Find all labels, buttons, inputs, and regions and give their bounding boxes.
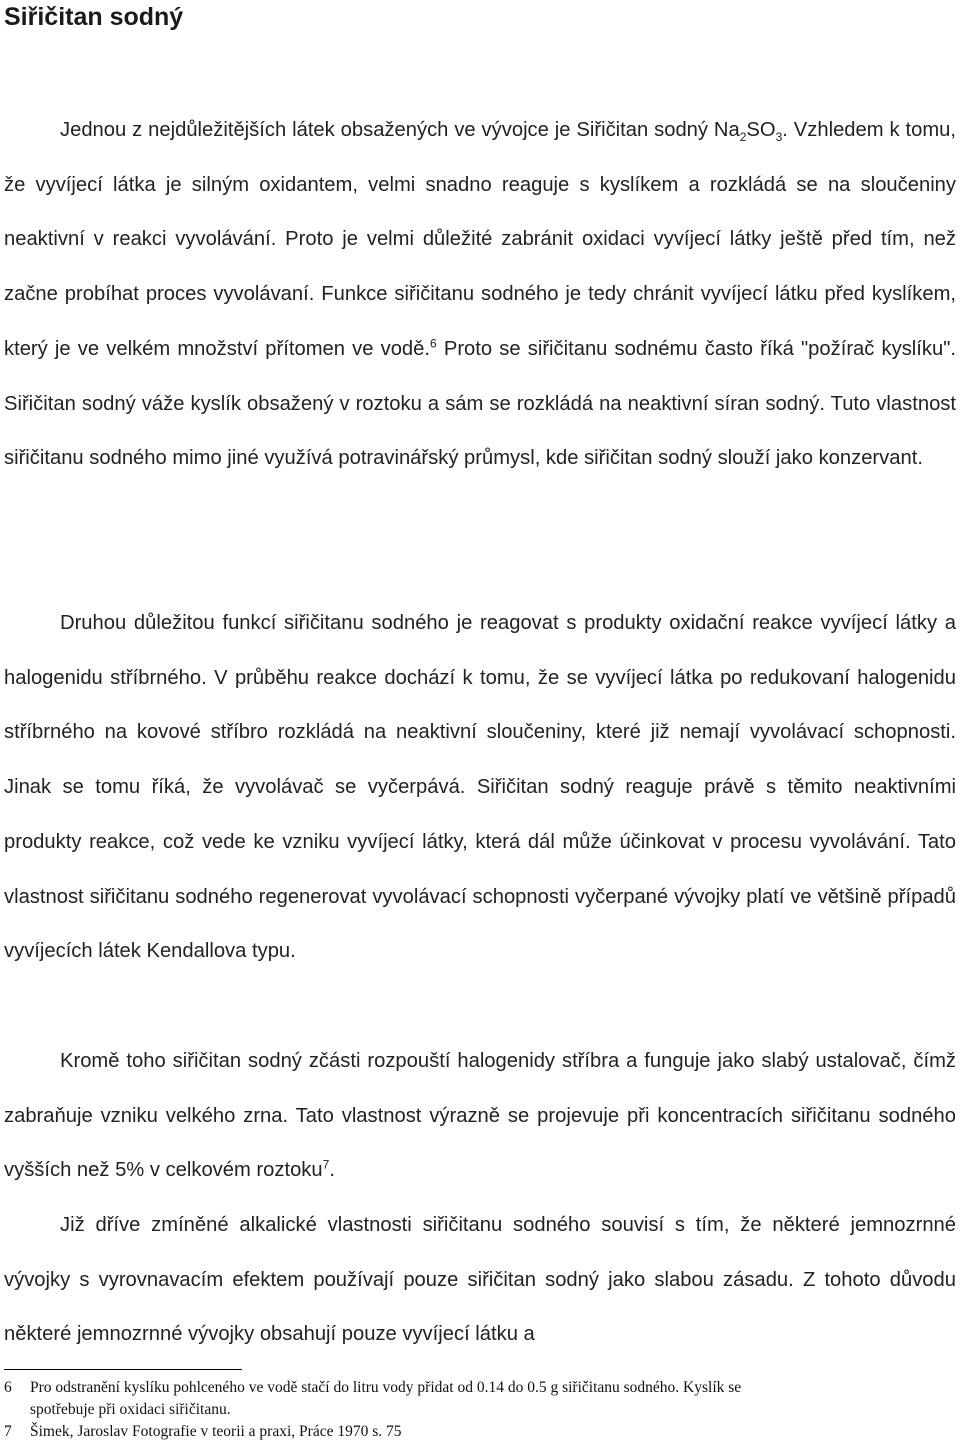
footnote-ref-7[interactable]: 7 [322, 1157, 330, 1172]
paragraph-3-text-b: . [329, 1159, 335, 1182]
subscript-2: 2 [739, 130, 747, 145]
paragraph-1-text-a: Jednou z nejdůležitějších látek obsažených ve vývojce je Siřičitan sodný Na [60, 119, 740, 141]
subscript-3: 3 [775, 130, 783, 145]
paragraph-4 [4, 1198, 956, 1362]
footnote-number: 6 [4, 1379, 12, 1396]
footnote-text-continued: spotřebuje při oxidaci siřičitanu. [30, 1400, 231, 1418]
footnote-7 [4, 1421, 956, 1443]
paragraph-1-text-d: Proto se siřičitanu sodnému často říká "požírač kyslíku". Siřičitan sodný váže kyslík obsažený v roztoku a sám se rozkládá na neaktivní síran sodný. Tuto vlastnost siřičitanu sodného mimo jiné využívá potravinářský průmysl, kde siřičitan sodný slouží jako konzervant. [4, 337, 956, 470]
page-title: Siřičitan sodný [4, 3, 184, 31]
footnote-ref-6[interactable]: 6 [430, 336, 437, 351]
paragraph-2-text: Druhou důležitou funkcí siřičitanu sodného je reagovat s produkty oxidační reakce vyvíjecí látky a halogenidu stříbrného. V průběhu reakce dochází k tomu, že se vyvíjecí látka po redukovaní halogenidu stříbrného na kovové stříbro rozkládá na neaktivní sloučeniny, které již nemají vyvolávací schopnosti. Jinak se tomu říká, že vyvolávač se vyčerpává. Siřičitan sodný reaguje právě s těmito neaktivními produkty reakce, což vede ke vzniku vyvíjecí látky, která dál může účinkovat v procesu vyvolávání. Tato vlastnost siřičitanu sodného regenerovat vyvolávací schopnosti vyčerpané vývojky platí ve většině případů vyvíjecích látek Kendallova typu. [4, 612, 956, 963]
paragraph-3 [4, 1034, 956, 1198]
paragraph-1-text-c: . Vzhledem k tomu, že vyvíjecí látka je silným oxidantem, velmi snadno reaguje s kyslíkem a rozkládá se na sloučeniny neaktivní v reakci vyvolávání. Proto je velmi důležité zabránit oxidaci vyvíjecí látky ještě před tím, než začne probíhat proces vyvolávaní. Funkce siřičitanu sodného je tedy chránit vyvíjecí látku před kyslíkem, který je ve velkém množství přítomen ve vodě. [4, 119, 956, 360]
footnote-separator [4, 1369, 242, 1370]
footnote-number: 7 [4, 1423, 12, 1440]
paragraph-2 [4, 596, 956, 979]
footnote-text: Pro odstranění kyslíku pohlceného ve vodě stačí do litru vody přidat od 0.14 do 0.5 g siřičitanu sodného. Kyslík se [30, 1379, 742, 1396]
footnote-text: Šimek, Jaroslav Fotografie v teorii a praxi, Práce 1970 s. 75 [30, 1423, 402, 1440]
paragraph-1 [4, 103, 956, 486]
footnote-6 [4, 1377, 956, 1420]
paragraph-3-text-a: Kromě toho siřičitan sodný zčásti rozpouští halogenidy stříbra a funguje jako slabý ustalovač, čímž zabraňuje vzniku velkého zrna. Tato vlastnost výrazně se projevuje při koncentracích siřičitanu sodného vyšších než 5% v celkovém roztoku [4, 1050, 956, 1182]
paragraph-1-text-b: SO [746, 119, 776, 141]
paragraph-4-text: Již dříve zmíněné alkalické vlastnosti siřičitanu sodného souvisí s tím, že některé jemnozrnné vývojky s vyrovnavacím efektem používají pouze siřičitan sodný jako slabou zásadu. Z tohoto důvodu některé jemnozrnné vývojky obsahují pouze vyvíjecí látku a [4, 1214, 956, 1346]
